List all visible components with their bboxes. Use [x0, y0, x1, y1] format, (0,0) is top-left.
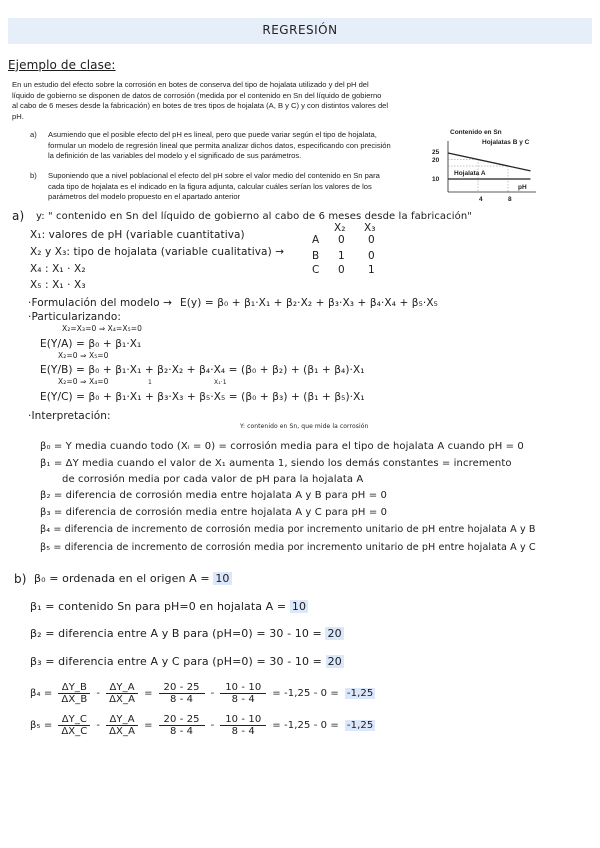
question-b-line: cada tipo de hojalata es el indicado en la figura adjunta, calcular cuáles serían los valores de los — [48, 181, 372, 191]
dummy-table-cell: 0 — [368, 234, 375, 246]
numerator: 20 - 25 — [163, 682, 200, 693]
dummy-table-cell: 0 — [338, 234, 345, 246]
dummy-table-row-label: C — [312, 264, 320, 276]
fraction — [220, 714, 266, 737]
section-heading: Ejemplo de clase: — [8, 58, 116, 72]
numerator: ΔY_A — [109, 714, 135, 725]
interpretation-note: Y: contenido en Sn, que mide la corrosión — [240, 423, 369, 430]
dummy-table-cell: 1 — [368, 264, 375, 276]
beta3-text: β₃ = diferencia entre A y C para (pH=0) = 30 - 10 = — [30, 655, 322, 668]
legend-bc: Hojalatas B y C — [482, 139, 530, 146]
solution-a-label: a) — [12, 209, 25, 223]
interp-beta3: β₃ = diferencia de corrosión media entre hojalata A y C para pH = 0 — [40, 507, 388, 518]
minus-sign: - — [96, 720, 101, 731]
model-label: ·Formulación del modelo → — [28, 297, 173, 309]
dummy-table-header-x2: X₂ — [334, 222, 346, 234]
equation-case-a: E(Y/A) = β₀ + β₁·X₁ — [40, 338, 142, 350]
numerator: 20 - 25 — [163, 714, 200, 725]
question-b-line: parámetros del modelo propuesto en el apartado anterior — [48, 192, 241, 202]
beta4-line — [30, 682, 375, 705]
note-case-a: X₂=X₃=0 ⇒ X₄=X₅=0 — [62, 324, 143, 333]
fraction — [220, 682, 266, 705]
fraction — [106, 714, 138, 737]
interpretation-label: ·Interpretación: — [28, 410, 111, 422]
minus-sign: - — [96, 688, 101, 699]
beta1-value: 10 — [291, 600, 307, 613]
x-tick-label: 4 — [479, 196, 483, 203]
beta5-rest: = -1,25 - 0 = — [272, 720, 339, 731]
beta4-lhs: β₄ = — [30, 688, 53, 699]
numerator: ΔY_B — [61, 682, 87, 693]
beta1-line — [30, 600, 308, 613]
numerator: 10 - 10 — [225, 714, 262, 725]
note-case-b: X₂=0 ⇒ X₅=0 — [58, 351, 109, 360]
denominator: 8 - 4 — [231, 726, 255, 737]
fraction — [58, 714, 90, 737]
numerator: ΔY_A — [109, 682, 135, 693]
beta0-line — [34, 572, 232, 585]
minus-sign: - — [210, 720, 215, 731]
fraction — [159, 682, 205, 705]
dummy-table-cell: 1 — [338, 250, 345, 262]
y-tick-label: 20 — [432, 157, 440, 164]
equation-case-b: E(Y/B) = β₀ + β₁·X₁ + β₂·X₂ + β₄·X₄ = (β₀ + β₂) + (β₁ + β₄)·X₁ — [40, 364, 365, 376]
beta5-line — [30, 714, 375, 737]
question-b-label: b) — [30, 171, 37, 180]
beta2-text: β₂ = diferencia entre A y B para (pH=0) = 30 - 10 = — [30, 627, 322, 640]
question-b-text — [48, 171, 380, 203]
intro-line: En un estudio del efecto sobre la corrosión en botes de conserva del tipo de hojalata utilizado y del pH del — [12, 80, 369, 89]
beta2-line — [30, 627, 344, 640]
question-a-line: la definición de las variables del modelo y el significado de sus parámetros. — [48, 151, 302, 161]
intro-line: pH. — [12, 111, 24, 121]
question-a-line: formular un modelo de regresión lineal que permita analizar dichos datos, especificando con precisión — [48, 140, 391, 150]
interp-beta4: β₄ = diferencia de incremento de corrosión media por incremento unitario de pH entre hojalata A y B — [40, 524, 536, 535]
denominator: ΔX_B — [61, 694, 88, 705]
y-tick-label: 25 — [432, 149, 440, 156]
denominator: 8 - 4 — [231, 694, 255, 705]
dummy-table-cell: 0 — [368, 250, 375, 262]
interp-beta2: β₂ = diferencia de corrosión media entre hojalata A y B para pH = 0 — [40, 490, 387, 501]
beta0-text: β₀ = ordenada en el origen A = — [34, 572, 210, 585]
title-band — [8, 18, 592, 44]
fraction — [106, 682, 138, 705]
question-a-text — [48, 130, 391, 162]
dummy-table-row-label: A — [312, 234, 320, 246]
beta1-text: β₁ = contenido Sn para pH=0 en hojalata A = — [30, 600, 287, 613]
fraction — [58, 682, 90, 705]
x4-definition: X₄ : X₁ · X₂ — [30, 263, 86, 275]
page-title: REGRESIÓN — [262, 23, 338, 37]
numerator: 10 - 10 — [225, 682, 262, 693]
dummy-table-cell: 0 — [338, 264, 345, 276]
equation-case-c: E(Y/C) = β₀ + β₁·X₁ + β₃·X₃ + β₅·X₅ = (β₀ + β₃) + (β₁ + β₅)·X₁ — [40, 391, 365, 403]
substitution-x1: X₁·1 — [214, 379, 227, 386]
minus-sign: - — [210, 688, 215, 699]
beta5-value: -1,25 — [346, 720, 374, 731]
denominator: ΔX_C — [61, 726, 88, 737]
denominator: ΔX_A — [109, 726, 136, 737]
x-tick-label: 8 — [508, 196, 512, 203]
fraction — [159, 714, 205, 737]
interp-beta1: β₁ = ΔY media cuando el valor de X₁ aumenta 1, siendo los demás constantes = incremento — [40, 458, 512, 469]
solution-b-label: b) — [14, 572, 27, 586]
beta3-line — [30, 655, 344, 668]
y-tick-label: 10 — [432, 176, 440, 183]
legend-a: Hojalata A — [454, 170, 486, 177]
x5-definition: X₅ : X₁ · X₃ — [30, 279, 86, 291]
question-a-line: Asumiendo que el posible efecto del pH es lineal, pero que puede variar según el tipo de hojalata, — [48, 130, 377, 139]
denominator: 8 - 4 — [169, 694, 194, 705]
beta5-lhs: β₅ = — [30, 720, 53, 731]
x-axis-label: pH — [518, 184, 527, 191]
question-a-label: a) — [30, 130, 37, 139]
dummy-table-row-label: B — [312, 250, 320, 262]
x23-definition: X₂ y X₃: tipo de hojalata (variable cualitativa) → — [30, 246, 285, 258]
beta4-rest: = -1,25 - 0 = — [272, 688, 339, 699]
substitution-one: 1 — [148, 379, 152, 386]
numerator: ΔY_C — [61, 714, 88, 725]
series-line-bc — [448, 153, 531, 171]
equals-sign: = — [144, 688, 153, 699]
beta2-value: 20 — [327, 627, 342, 640]
question-b-line: Suponiendo que a nivel poblacional el efecto del pH sobre el valor medio del contenido en Sn para — [48, 171, 380, 180]
beta4-value: -1,25 — [346, 688, 374, 699]
chart-title: Contenido en Sn — [450, 129, 502, 136]
beta0-value: 10 — [215, 572, 230, 585]
note-case-c: X₂=0 ⇒ X₄=0 — [58, 377, 109, 386]
dummy-table-header-x3: X₃ — [364, 222, 376, 234]
interp-beta5: β₅ = diferencia de incremento de corrosión media por incremento unitario de pH entre hojalata A y C — [40, 542, 536, 553]
interp-beta1-cont: de corrosión media por cada valor de pH para la hojalata A — [62, 474, 364, 485]
denominator: 8 - 4 — [169, 726, 194, 737]
interp-beta0: β₀ = Y media cuando todo (Xᵢ = 0) = corrosión media para el tipo de hojalata A cuando pH = 0 — [40, 441, 524, 452]
beta3-value: 20 — [327, 655, 342, 668]
denominator: ΔX_A — [109, 694, 136, 705]
particularizing-label: ·Particularizando: — [28, 311, 122, 323]
equals-sign: = — [144, 720, 153, 731]
intro-paragraph — [12, 80, 388, 122]
model-equation: E(y) = β₀ + β₁·X₁ + β₂·X₂ + β₃·X₃ + β₄·X₄ + β₅·X₅ — [180, 297, 438, 309]
intro-line: líquido de gobierno se disponen de datos de corrosión (medida por el contenido en Sn del líquido de gobierno — [12, 90, 382, 100]
y-definition: y: " contenido en Sn del líquido de gobierno al cabo de 6 meses desde la fabricación" — [36, 211, 472, 222]
sn-chart — [424, 126, 596, 206]
intro-line: al cabo de 6 meses desde la fabricación) en botes de tres tipos de hojalata (A, B y C) y con distintos valores del — [12, 101, 389, 111]
x1-definition: X₁: valores de pH (variable cuantitativa) — [30, 229, 245, 241]
